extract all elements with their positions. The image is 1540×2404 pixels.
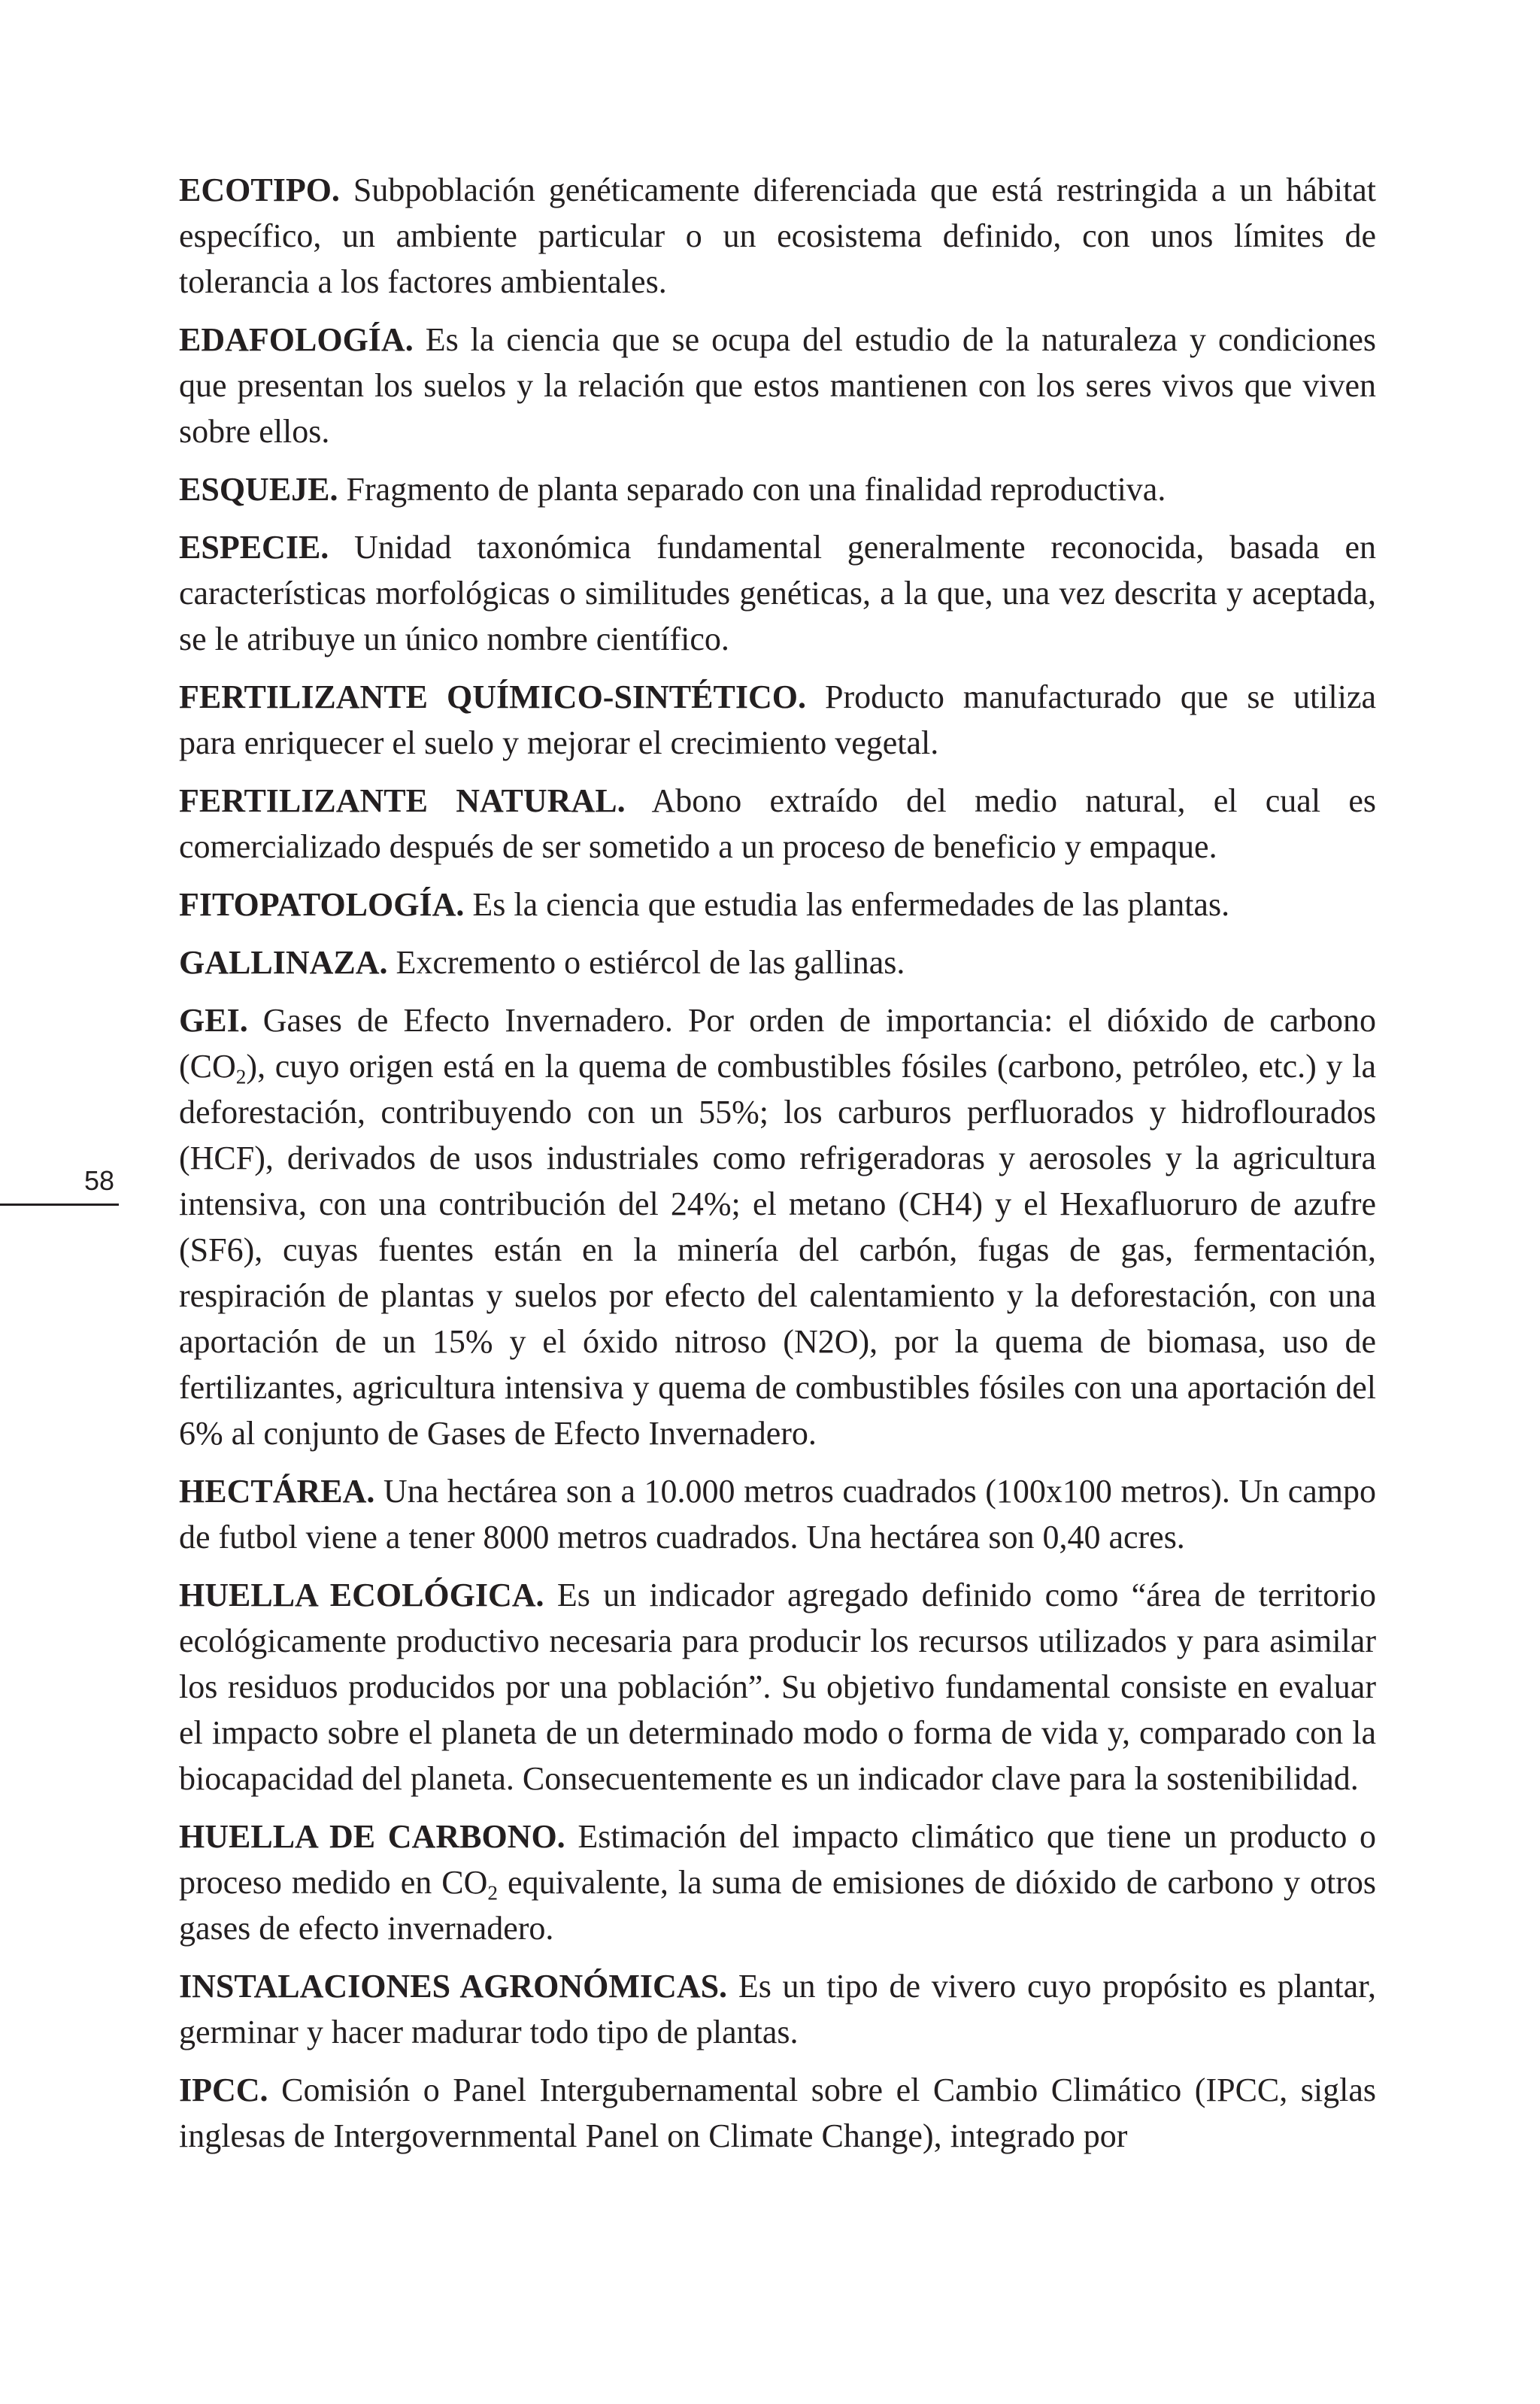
glossary-definition: Producto manufacturado que se utiliza para enriquecer el suelo y mejorar el crecimiento vegetal.	[179, 678, 1377, 761]
glossary-term: GEI.	[179, 1002, 248, 1039]
glossary-definition: Es un tipo de vivero cuyo propósito es plantar, germinar y hacer madurar todo tipo de plantas.	[179, 1968, 1376, 2050]
glossary-entry-instalaciones-agronomicas	[179, 1963, 1376, 2055]
glossary-term: INSTALACIONES AGRONÓMICAS.	[179, 1968, 728, 2005]
glossary-entry-gallinaza	[179, 939, 1376, 985]
glossary-entry-huella-de-carbono	[179, 1814, 1376, 1951]
page-number-rule	[0, 1204, 119, 1206]
glossary-entry-esqueje	[179, 466, 1376, 512]
glossary-term: HUELLA ECOLÓGICA.	[179, 1577, 544, 1613]
glossary-definition: Una hectárea son a 10.000 metros cuadrados (100x100 metros). Un campo de futbol viene a tener 8000 metros cuadrados. Una hectárea son 0,40 acres.	[179, 1473, 1377, 1556]
glossary-term: ESPECIE.	[179, 529, 329, 566]
glossary-definition: Excremento o estiércol de las gallinas.	[396, 944, 905, 981]
glossary-entry-especie	[179, 524, 1376, 662]
glossary-definition: Abono extraído del medio natural, el cual es comercializado después de ser sometido a un proceso de beneficio y empaque.	[179, 782, 1377, 865]
glossary-entry-edafologia	[179, 317, 1376, 454]
subscript-digit: 2	[487, 1881, 499, 1905]
glossary-entry-ecotipo	[179, 167, 1376, 305]
glossary-definition: Subpoblación genéticamente diferenciada que está restringida a un hábitat específico, un ambiente particular o un ecosistema definido, con unos límites de tolerancia a los factores ambientales.	[179, 171, 1377, 300]
glossary-term: EDAFOLOGÍA.	[179, 321, 414, 358]
glossary-term: ESQUEJE.	[179, 471, 338, 508]
glossary-entry-ipcc	[179, 2067, 1376, 2159]
glossary-term: HECTÁREA.	[179, 1473, 375, 1510]
glossary-term: GALLINAZA.	[179, 944, 388, 981]
glossary-entry-huella-ecologica	[179, 1572, 1376, 1801]
glossary-definition-part: ), cuyo origen está en la quema de combustibles fósiles (carbono, petróleo, etc.) y la deforestación, contribuyendo con un 55%; los carburos perfluorados y hidroflourados (HCF), derivados de usos industriales como refrigeradoras y aerosoles y la agricultura intensiva, con una contribución del 24%; el metano (CH4) y el Hexafluoruro de azufre (SF6), cuyas fuentes están en la minería del carbón, fugas de gas, fermentación, respiración de plantas y suelos por efecto del calentamiento y la deforestación, con una aportación de un 15% y el óxido nitroso (N2O), por la quema de biomasa, uso de fertilizantes, agricultura intensiva y quema de combustibles fósiles con una aportación del 6% al conjunto de Gases de Efecto Invernadero.	[179, 1048, 1376, 1452]
glossary-body	[179, 167, 1376, 2171]
glossary-term: ECOTIPO.	[179, 171, 340, 208]
subscript-digit: 2	[235, 1065, 247, 1088]
glossary-definition-part: Gases de Efecto Invernadero. Por orden de importancia: el dióxido de carbono (CO	[179, 1002, 1377, 1085]
glossary-definition-part: equivalente, la suma de emisiones de dióxido de carbono y otros gases de efecto invernadero.	[179, 1864, 1377, 1947]
glossary-term: IPCC.	[179, 2072, 268, 2108]
glossary-definition: Es la ciencia que estudia las enfermedades de las plantas.	[472, 886, 1230, 923]
glossary-term: FITOPATOLOGÍA.	[179, 886, 465, 923]
glossary-entry-fitopatologia	[179, 882, 1376, 927]
glossary-definition: Unidad taxonómica fundamental generalmente reconocida, basada en características morfológicas o similitudes genéticas, a la que, una vez descrita y aceptada, se le atribuye un único nombre científico.	[179, 529, 1376, 657]
glossary-entry-fertilizante-natural	[179, 778, 1376, 870]
glossary-entry-fertilizante-quimico	[179, 674, 1376, 766]
glossary-entry-gei	[179, 997, 1376, 1456]
glossary-definition-part: Estimación del impacto climático que tiene un producto o proceso medido en CO	[179, 1818, 1376, 1901]
glossary-definition: Es la ciencia que se ocupa del estudio de la naturaleza y condiciones que presentan los suelos y la relación que estos mantienen con los seres vivos que viven sobre ellos.	[179, 321, 1377, 450]
glossary-term: HUELLA DE CARBONO.	[179, 1818, 565, 1855]
glossary-definition: Comisión o Panel Intergubernamental sobre el Cambio Climático (IPCC, siglas inglesas de Intergovernmental Panel on Climate Change), integrado por	[179, 2072, 1377, 2154]
glossary-term: FERTILIZANTE QUÍMICO-SINTÉTICO.	[179, 678, 806, 715]
page-number: 58	[84, 1165, 115, 1196]
glossary-term: FERTILIZANTE NATURAL.	[179, 782, 626, 819]
glossary-definition: Fragmento de planta separado con una finalidad reproductiva.	[346, 471, 1166, 508]
glossary-definition: Es un indicador agregado definido como “área de territorio ecológicamente productivo necesaria para producir los recursos utilizados y para asimilar los residuos producidos por una población”. Su objetivo fundamental consiste en evaluar el impacto sobre el planeta de un determinado modo o forma de vida y, comparado con la biocapacidad del planeta. Consecuentemente es un indicador clave para la sostenibilidad.	[179, 1577, 1377, 1797]
glossary-entry-hectarea	[179, 1468, 1376, 1560]
